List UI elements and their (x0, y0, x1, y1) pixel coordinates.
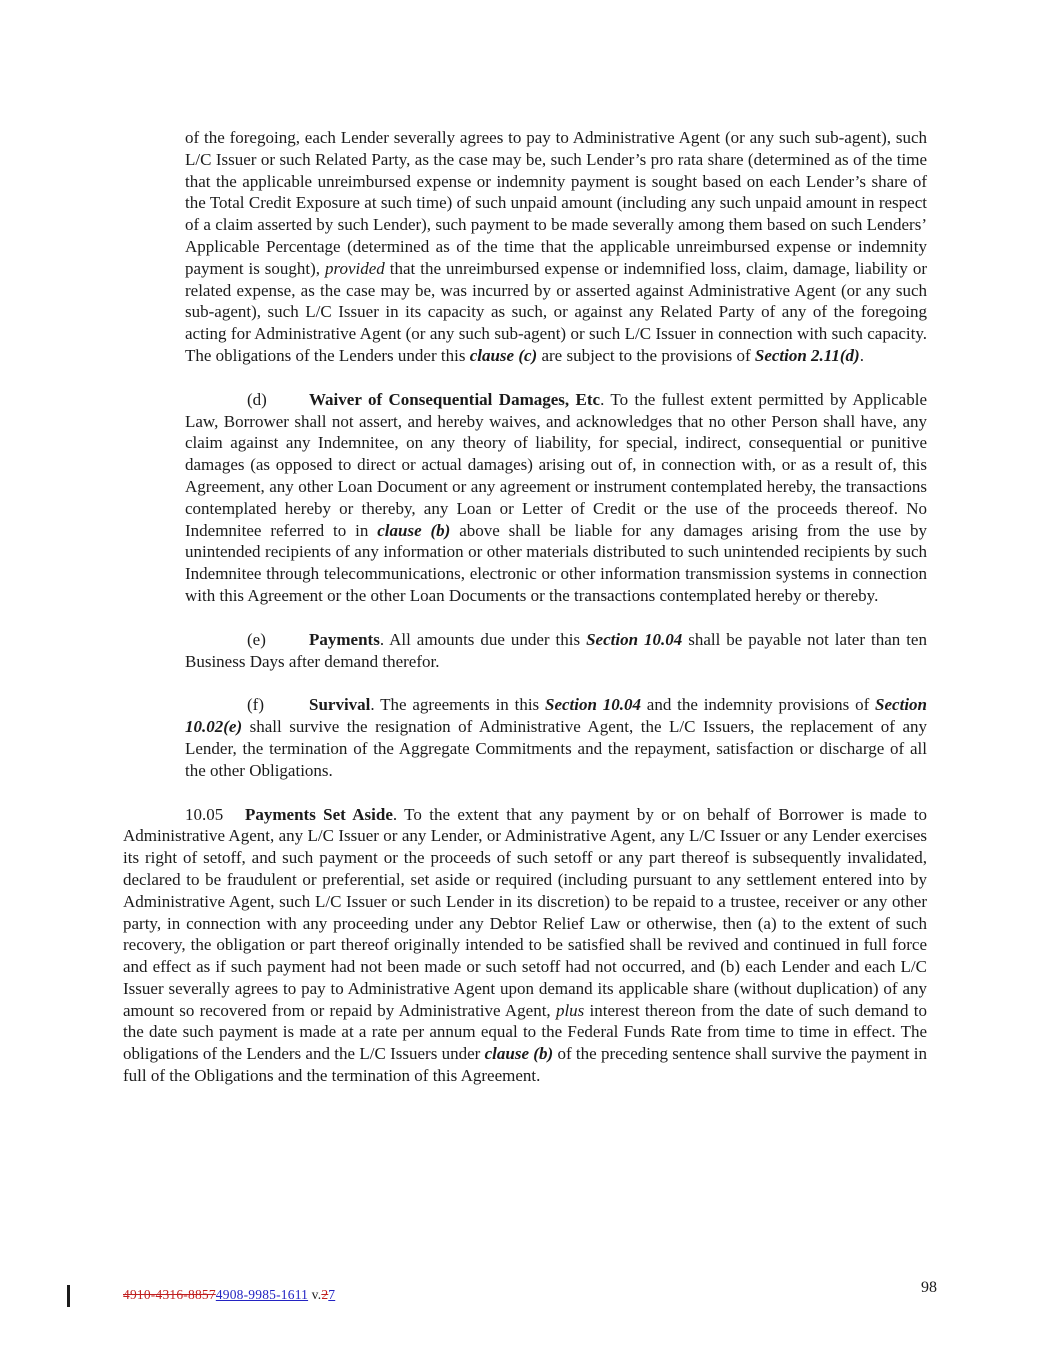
paragraph-label: (d) (247, 389, 267, 409)
text-run: . (859, 345, 864, 365)
text-run: interest thereon from the date of such demand to the date such payment is made at a rate per annum equal to the Federal Funds Rate from time to time in effect. The obligations of the Lenders and the L/C Issuers under (123, 1000, 928, 1064)
text-run: 2 (321, 1287, 329, 1302)
text-run: Payments (309, 629, 380, 649)
text-run: . The agreements in this (370, 695, 545, 715)
text-run: are subject to the provisions of (537, 345, 755, 365)
text-run: that the unreimbursed expense or indemnified loss, claim, damage, liability or related expense, as the case may be, was incurred by or asserted against Administrative Agent (or any such sub-agent), such L/C Issuer in its capacity as such, or against any Related Party of any of the foregoing acting for Administrative Agent (or any such sub-agent) or such L/C Issuer in connection with such capacity. The obligations of the Lenders under this (185, 258, 927, 365)
text-run: shall survive the resignation of Administrative Agent, the L/C Issuers, the replacement of any Lender, the termination of the Aggregate Commitments and the repayment, satisfaction or discharge of all the other Obligations. (185, 717, 927, 780)
text-run: clause (c) (469, 345, 538, 365)
text-run: Section 2.11(d) (754, 345, 860, 365)
paragraph-clause-f-survival (185, 694, 927, 781)
text-run: . All amounts due under this (379, 629, 587, 649)
paragraph-label: 10.05 (185, 804, 224, 824)
footer-doc-id (123, 1287, 335, 1303)
text-run: of the preceding sentence shall survive the payment in full of the Obligations and the termination of this Agreement. (123, 1044, 927, 1086)
text-run: of the foregoing, each Lender severally agrees to pay to Administrative Agent (or any such sub-agent), such L/C Issuer or such Related Party, as the case may be, such Lender’s pro rata share (determined as of the time that the applicable unreimbursed expense or indemnity payment is sought based on each Lender’s share of the Total Credit Exposure at such time) of such unpaid amount (including any such unpaid amount in respect of a claim asserted by such Lender), such payment to be made severally among them based on such Lenders’ Applicable Percentage (determined as of the time that the applicable unreimbursed expense or indemnity payment is sought), (185, 128, 927, 278)
text-run: 4910-4316-8857 (123, 1287, 216, 1302)
text-run: Payments Set Aside (245, 804, 393, 824)
text-run: 7 (328, 1287, 336, 1302)
text-run: clause (b) (377, 520, 451, 540)
paragraph-clause-e-payments (185, 629, 927, 673)
paragraph-label: (e) (247, 629, 266, 649)
text-run: v. (308, 1287, 322, 1302)
text-run: Section 10.02(e) (185, 695, 927, 737)
paragraph-clause-d-waiver-of-consequential-damages (185, 389, 927, 607)
document-body (123, 127, 927, 1109)
text-run: shall be payable not later than ten Business Days after demand therefor. (185, 629, 927, 671)
text-run: plus (555, 1000, 585, 1020)
text-run: . To the extent that any payment by or on behalf of Borrower is made to Administrative Agent, any L/C Issuer or any Lender, or Administrative Agent, any L/C Issuer or any Lender exercises its right of setoff, and such payment or the proceeds of such setoff or any part thereof is subsequently invalidated, declared to be fraudulent or preferential, set aside or required (including pursuant to any settlement entered into by Administrative Agent, such L/C Issuer or such Lender in its discretion) to be repaid to a trustee, receiver or any other party, in connection with any proceeding under any Debtor Relief Law or otherwise, then (a) to the extent of such recovery, the obligation or part thereof originally intended to be satisfied shall be revived and continued in full force and effect as if such payment had not been made or such setoff had not occurred, and (b) each Lender and each L/C Issuer severally agrees to pay to Administrative Agent upon demand its applicable share (without duplication) of any amount so recovered from or repaid by Administrative Agent, (123, 804, 927, 1020)
text-run: Waiver of Consequential Damages, Etc (309, 389, 601, 409)
text-run: clause (b) (484, 1044, 554, 1064)
paragraph-clause-c-continuation (185, 127, 927, 367)
text-run: and the indemnity provisions of (640, 695, 876, 715)
page-number: 98 (921, 1279, 937, 1296)
paragraph-section-10-05-payments-set-aside (123, 804, 927, 1087)
revision-change-bar (67, 1285, 70, 1307)
text-run: provided (325, 258, 385, 278)
paragraph-label: (f) (247, 695, 264, 715)
text-run: above shall be liable for any damages arising from the use by unintended recipients of any information or other materials distributed to such unintended recipients by such Indemnitee through telecommunications, electronic or other information transmission systems in connection with this Agreement or the other Loan Documents or the transactions contemplated hereby or thereby. (185, 520, 927, 605)
text-run: . To the fullest extent permitted by Applicable Law, Borrower shall not assert, and hereby waives, and acknowledges that no other Person shall have, any claim against any Indemnitee, on any theory of liability, for special, indirect, consequential or punitive damages (as opposed to direct or actual damages) arising out of, in connection with, or as a result of, this Agreement, any other Loan Document or any agreement or instrument contemplated hereby, the transactions contemplated hereby or thereby, any Loan or Letter of Credit or the use of the proceeds thereof. No Indemnitee referred to in (185, 389, 927, 540)
text-run: Section 10.04 (586, 629, 683, 649)
text-run: Survival (309, 695, 371, 715)
text-run: Section 10.04 (544, 695, 641, 715)
text-run: 4908-9985-1611 (215, 1287, 309, 1302)
